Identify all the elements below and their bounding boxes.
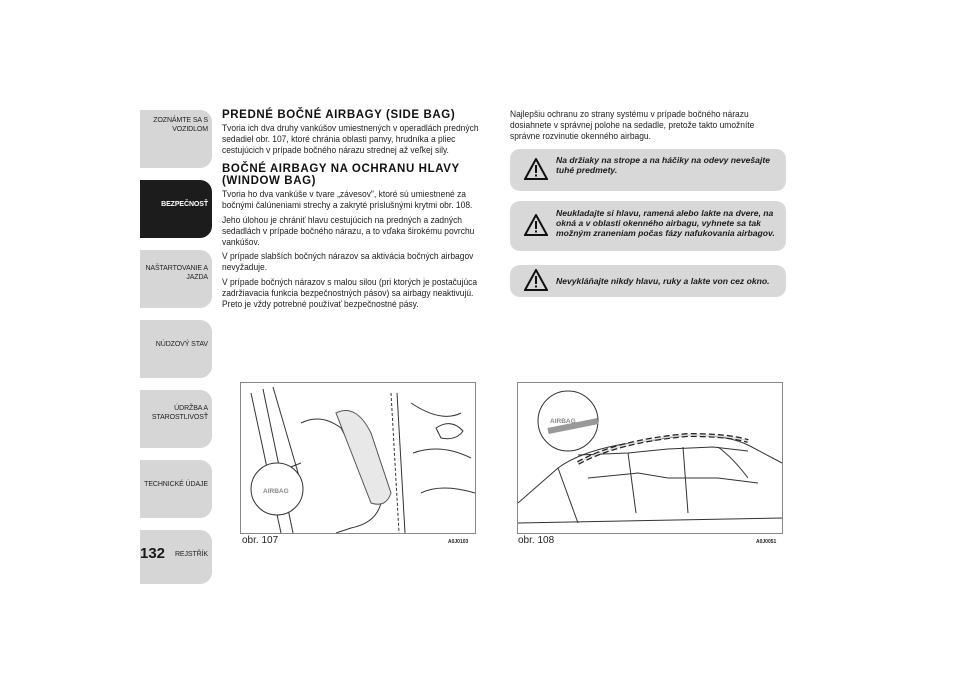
figure-107 — [240, 382, 476, 534]
figure-caption: obr. 107 — [242, 535, 279, 546]
tab-label: REJSTŘÍK — [174, 551, 208, 558]
tab-label: ZOZNÁMTE SA S — [153, 117, 208, 124]
warning-triangle-icon — [524, 214, 548, 236]
paragraph: Jeho úlohou je chrániť hlavu cestujúcich na predných a zadných sedadlách v prípade bočného nárazu, a to vďaka širokému povrchu vankúšov. — [222, 214, 475, 247]
tab-label: BEZPEČNOSŤ — [161, 201, 208, 208]
tab-label: TECHNICKÉ ÚDAJE — [144, 481, 208, 488]
tab-label: JAZDA — [186, 274, 208, 281]
tab-nastartovanie[interactable] — [140, 250, 212, 308]
tab-label: ÚDRŽBA A — [174, 405, 208, 412]
warning-box — [510, 201, 786, 251]
tab-label: NÚDZOVÝ STAV — [155, 341, 208, 348]
tab-label: STAROSTLIVOSŤ — [151, 414, 208, 421]
airbag-label: AIRBAG — [263, 488, 289, 495]
figure-108 — [517, 382, 783, 534]
tab-nudzovy-stav[interactable] — [140, 320, 212, 378]
warning-text: Nevykláňajte nikdy hlavu, ruky a lakte von cez okno. — [556, 276, 770, 287]
airbag-label: AIRBAG — [550, 418, 576, 425]
tab-zoznamte-sa[interactable] — [140, 110, 212, 168]
heading-side-bag: PREDNÉ BOČNÉ AIRBAGY (SIDE BAG) — [222, 109, 456, 121]
paragraph: V prípade slabších bočných nárazov sa aktivácia bočných airbagov nevyžaduje. — [222, 251, 474, 273]
warning-box — [510, 149, 786, 191]
tab-label: VOZIDLOM — [172, 126, 208, 133]
figure-code: A0J0051 — [756, 539, 777, 545]
right-column — [510, 109, 786, 297]
paragraph: Tvoria ho dva vankúše v tvare „závesov", ktoré sú umiestnené za bočnými čalúneniami strechy a zakryté príslušnými krytmi obr. 108. — [222, 189, 473, 211]
warning-triangle-icon — [524, 158, 548, 180]
figure-code: A0J0103 — [448, 539, 469, 545]
heading-window-bag: BOČNÉ AIRBAGY NA OCHRANU HLAVY — [222, 163, 460, 176]
tab-label: NAŠTARTOVANIE A — [145, 265, 208, 272]
window-airbag-illustration — [518, 383, 782, 533]
tab-bezpecnost[interactable] — [140, 180, 212, 238]
warning-text: Neukladajte si hlavu, ramená alebo lakte na dvere, na okná a v oblasti okenného airbagu, vyhnete sa tak možným zraneniam počas fázy nafukovania airbagov. — [556, 208, 775, 239]
paragraph: V prípade bočných nárazov s malou silou (pri ktorých je postačujúca zadržiavacia funkcia bezpečnostných pásov) sa airbagy neaktivujú. Preto je vždy potrebné používať bezpečnostné pásy. — [222, 276, 478, 309]
warning-triangle-icon — [524, 269, 548, 291]
paragraph: Najlepšiu ochranu zo strany systému v prípade bočného nárazu dosiahnete v správnej polohe na sedadle, pretože takto umožníte správne rozvinutie okenného airbagu. — [510, 109, 755, 141]
figure-caption: obr. 108 — [518, 535, 555, 546]
tab-technicke-udaje[interactable] — [140, 460, 212, 518]
heading-window-bag-sub: (WINDOW BAG) — [222, 175, 317, 188]
tab-udrzba[interactable] — [140, 390, 212, 448]
left-column — [222, 109, 492, 313]
seat-side-airbag-illustration — [241, 383, 475, 533]
warning-box — [510, 265, 786, 297]
page-number: 132 — [140, 545, 166, 562]
warning-text: Na držiaky na strope a na háčiky na odevy nevešajte tuhé predmety. — [556, 155, 770, 176]
paragraph: Tvoria ich dva druhy vankúšov umiestnených v operadlách predných sedadiel obr. 107, ktoré chránia oblasti panvy, hrudníka a pliec cestujúcich v prípade bočného nárazu strednej až veľkej sily. — [222, 123, 479, 155]
